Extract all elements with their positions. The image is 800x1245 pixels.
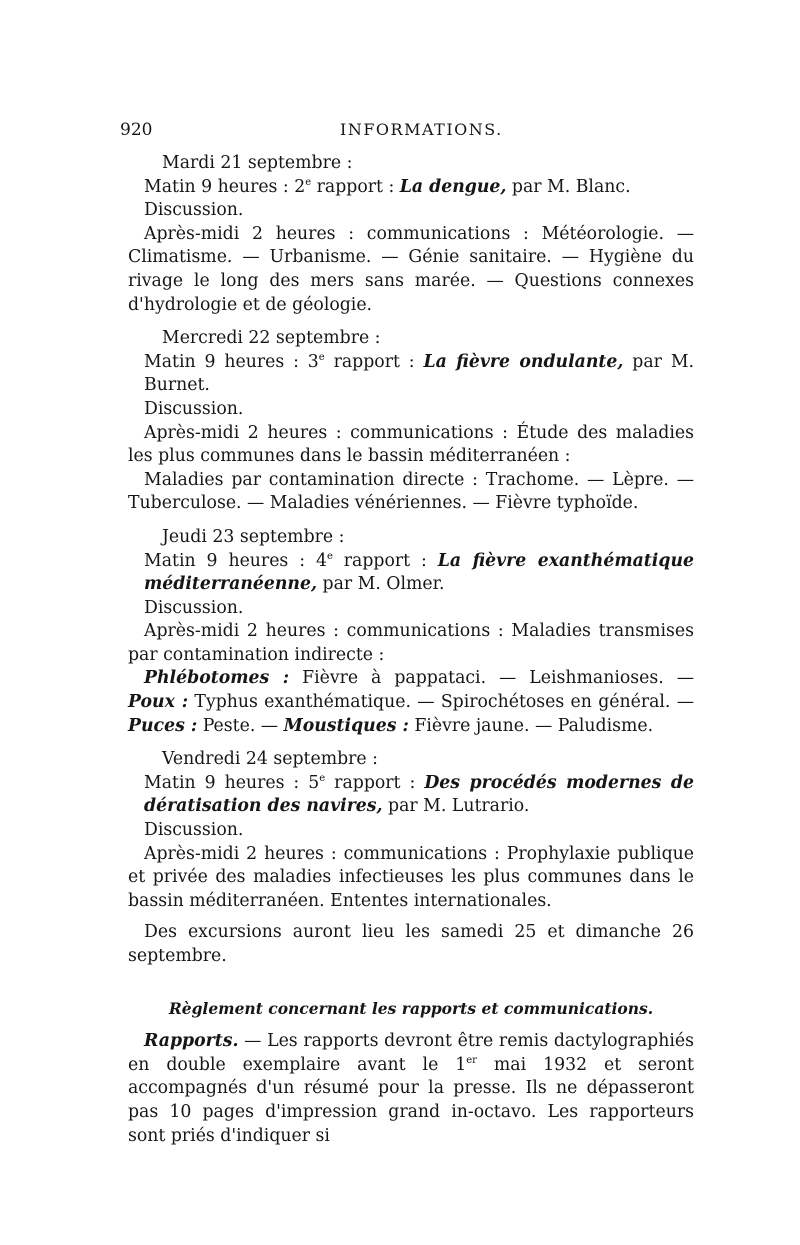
- report-title: Des procédés modernes de dératisation des navires,: [144, 772, 694, 817]
- vector-name: Poux :: [128, 692, 189, 713]
- discussion-wednesday: Discussion.: [144, 398, 244, 419]
- running-head: INFORMATIONS.: [340, 120, 503, 139]
- morning-session-tuesday: Matin 9 heures : 2e rapport : La dengue, par M. Blanc.: [144, 176, 631, 197]
- afternoon-session-wednesday: Après-midi 2 heures : communications : Étude des maladies les plus communes dans le bassin méditerranéen :: [128, 422, 694, 467]
- discussion-friday: Discussion.: [144, 820, 244, 841]
- day-heading-friday: Vendredi 24 septembre :: [162, 749, 378, 770]
- report-title: La dengue,: [399, 176, 507, 197]
- vector-diseases-list: Phlébotomes : Fièvre à pappataci. — Leishmanioses. — Poux : Typhus exanthématique. — Spirochétoses en général. — Puces : Peste. — Moustiques : Fièvre jaune. — Paludisme.: [128, 668, 694, 736]
- afternoon-session-thursday: Après-midi 2 heures : communications : Maladies transmises par contamination indirecte :: [128, 621, 694, 665]
- morning-session-friday: Matin 9 heures : 5e rapport : Des procédés modernes de dératisation des navires, par M. Lutrario.: [144, 772, 694, 817]
- rapports-paragraph: Rapports. — Les rapports devront être remis dactylographiés en double exemplaire avant le 1er mai 1932 et seront accompagnés d'un résumé pour la presse. Ils ne dépasseront pas 10 pages d'impression grand in-octavo. Les rapporteurs sont priés d'indiquer si: [128, 1031, 694, 1146]
- page-header: [120, 120, 700, 142]
- report-title: La fièvre exanthématique méditerranéenne,: [144, 550, 694, 595]
- vector-name: Moustiques :: [283, 715, 409, 736]
- day-heading-thursday: Jeudi 23 septembre :: [162, 526, 345, 547]
- discussion-thursday: Discussion.: [144, 597, 244, 618]
- rapports-label: Rapports.: [144, 1031, 239, 1052]
- morning-session-thursday: Matin 9 heures : 4e rapport : La fièvre exanthématique méditerranéenne, par M. Olmer.: [144, 550, 694, 595]
- afternoon-session-tuesday: Après-midi 2 heures : communications : Météorologie. — Climatisme. — Urbanisme. — Génie sanitaire. — Hygiène du rivage le long des mers sans marée. — Questions connexes d'hydrologie et de géologie.: [128, 223, 694, 315]
- afternoon-detail-wednesday: Maladies par contamination directe : Trachome. — Lèpre. — Tuberculose. — Maladies vénériennes. — Fièvre typhoïde.: [128, 469, 694, 514]
- section-title: Règlement concernant les rapports et communications.: [168, 998, 654, 1018]
- vector-name: Phlébotomes :: [144, 668, 290, 689]
- page-number: 920: [120, 120, 153, 140]
- body-text: [128, 152, 694, 1148]
- afternoon-session-friday: Après-midi 2 heures : communications : Prophylaxie publique et privée des maladies infectieuses les plus communes dans le bassin méditerranéen. Ententes internationales.: [128, 843, 694, 911]
- discussion-tuesday: Discussion.: [144, 200, 244, 221]
- report-title: La fièvre ondulante,: [423, 351, 624, 372]
- day-heading-wednesday: Mercredi 22 septembre :: [162, 328, 381, 349]
- excursions-note: Des excursions auront lieu les samedi 25 et dimanche 26 septembre.: [128, 922, 694, 966]
- vector-name: Puces :: [128, 715, 198, 736]
- morning-session-wednesday: Matin 9 heures : 3e rapport : La fièvre ondulante, par M. Burnet.: [144, 351, 695, 396]
- day-heading-tuesday: Mardi 21 septembre :: [162, 153, 353, 173]
